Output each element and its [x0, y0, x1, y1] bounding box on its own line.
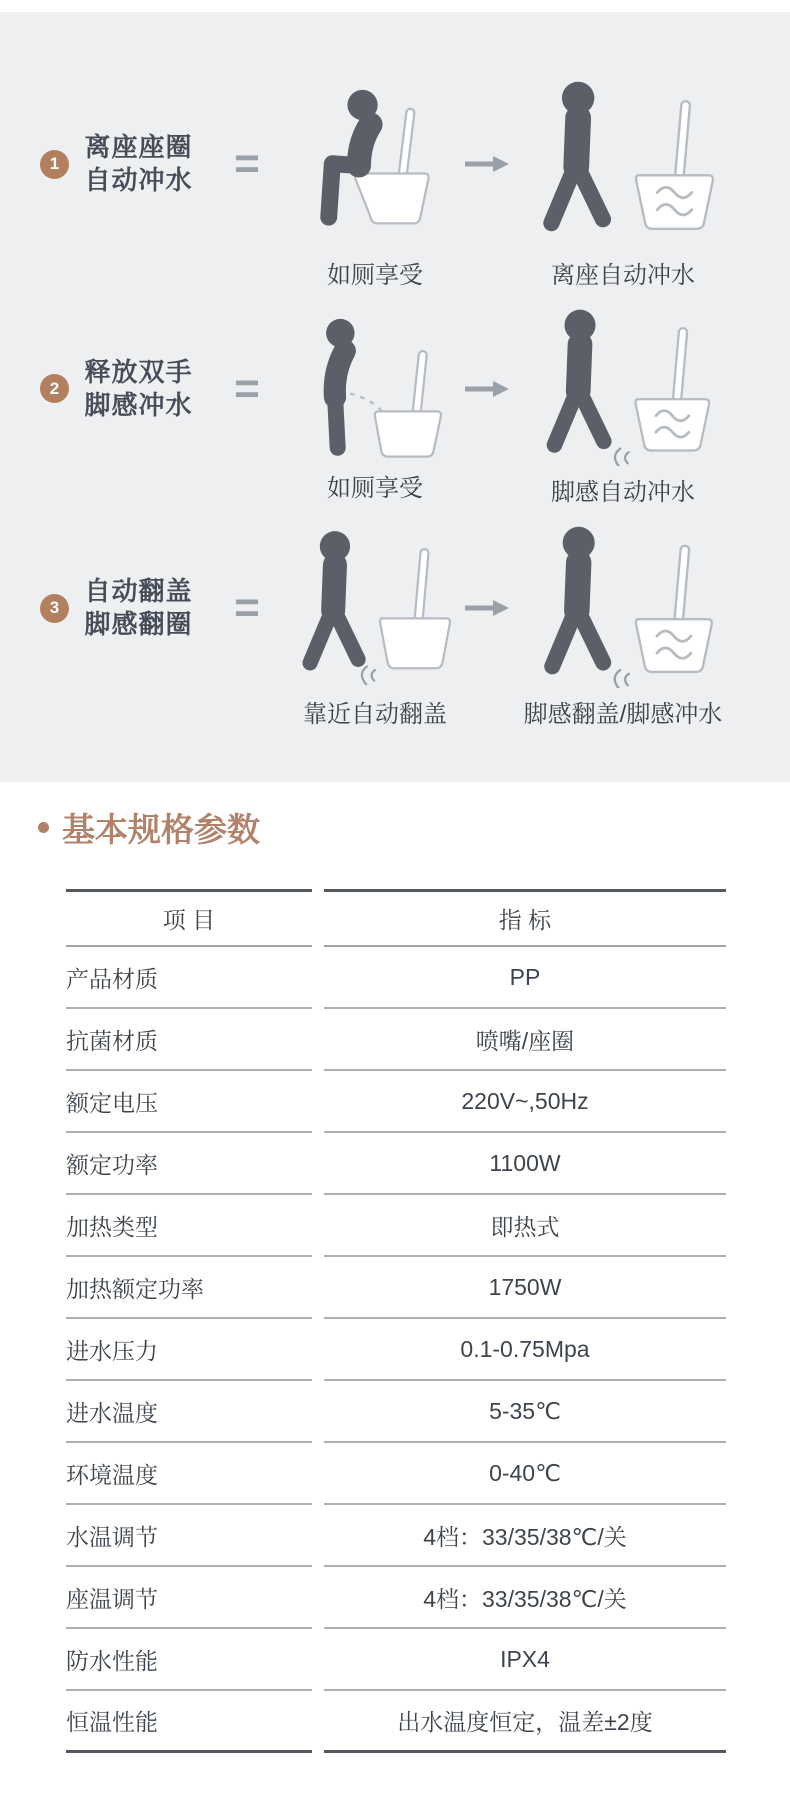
spec-value: 出水温度恒定，温差±2度 [324, 1691, 726, 1753]
spec-value: PP [324, 947, 726, 1009]
spec-label: 恒温性能 [66, 1691, 312, 1753]
bullet-dot-icon [38, 822, 49, 833]
table-row [66, 1319, 726, 1381]
spec-value: IPX4 [324, 1629, 726, 1691]
feature-number-badge: 1 [40, 150, 69, 179]
feature-number-badge: 2 [40, 374, 69, 403]
table-row [66, 1071, 726, 1133]
table-row [66, 1505, 726, 1567]
spec-label: 环境温度 [66, 1443, 312, 1505]
spec-label: 座温调节 [66, 1567, 312, 1629]
feature-title-line2: 脚感翻圈 [84, 609, 193, 639]
feature-title-line1: 释放双手 [84, 356, 193, 387]
scene-after [510, 306, 736, 507]
specs-section-title [38, 804, 790, 851]
table-row [66, 1133, 726, 1195]
spec-label: 防水性能 [66, 1629, 312, 1691]
table-row [66, 1009, 726, 1071]
spec-value: 0.1-0.75Mpa [324, 1319, 726, 1381]
table-row [66, 1629, 726, 1691]
person-approaching-toilet-lid-open-icon [286, 523, 464, 688]
spec-value: 0-40℃ [324, 1443, 726, 1505]
person-walking-toilet-flushing-icon [518, 74, 728, 249]
feature-title [69, 131, 208, 197]
scene-caption: 靠近自动翻盖 [303, 701, 447, 728]
spec-label: 额定电压 [66, 1071, 312, 1133]
scene-caption: 如厕享受 [327, 475, 423, 502]
feature-number-badge: 3 [40, 594, 69, 623]
spec-label: 加热类型 [66, 1195, 312, 1257]
specs-table-header [66, 889, 726, 947]
spec-value: 4档：33/35/38℃/关 [324, 1505, 726, 1567]
table-row [66, 947, 726, 1009]
table-row [66, 1567, 726, 1629]
feature-title-line1: 离座座圈 [84, 132, 193, 162]
scene-before [286, 310, 464, 503]
spec-label: 抗菌材质 [66, 1009, 312, 1071]
specs-section [0, 782, 790, 1753]
spec-value: 5-35℃ [324, 1381, 726, 1443]
table-row [66, 1195, 726, 1257]
feature-title-line2: 自动冲水 [84, 165, 193, 195]
person-standing-at-toilet-icon [286, 310, 464, 462]
table-row [66, 1691, 726, 1753]
spec-label: 水温调节 [66, 1505, 312, 1567]
feature-head-2 [40, 356, 208, 422]
spec-label: 进水温度 [66, 1381, 312, 1443]
feature-title-line2: 脚感冲水 [84, 389, 193, 420]
person-walking-toilet-flushing-sensor-icon [518, 523, 728, 688]
scene-caption: 脚感翻盖/脚感冲水 [523, 701, 723, 728]
spec-value: 4档：33/35/38℃/关 [324, 1567, 726, 1629]
specs-table-body [66, 947, 726, 1753]
scene-after [510, 74, 736, 290]
equals-icon: = [234, 139, 260, 188]
column-header-item: 项 目 [66, 889, 312, 947]
feature-title-line1: 自动翻盖 [84, 576, 193, 606]
scene-caption: 脚感自动冲水 [551, 479, 695, 506]
feature-head-3 [40, 575, 208, 641]
spec-value: 1750W [324, 1257, 726, 1319]
feature-row-1 [0, 74, 790, 290]
table-row [66, 1257, 726, 1319]
scene-before [286, 523, 464, 729]
specs-title-text: 基本规格参数 [62, 811, 260, 848]
table-row [66, 1381, 726, 1443]
scene-caption: 离座自动冲水 [551, 262, 695, 289]
spec-value: 1100W [324, 1133, 726, 1195]
scene-before [286, 74, 464, 290]
equals-icon: = [234, 583, 260, 632]
spec-value: 喷嘴/座圈 [324, 1009, 726, 1071]
spec-label: 额定功率 [66, 1133, 312, 1195]
feature-head-1 [40, 131, 208, 197]
feature-title [69, 575, 208, 641]
equals-icon: = [234, 363, 260, 413]
column-header-value: 指 标 [324, 889, 726, 947]
features-section [0, 12, 790, 782]
arrow-right-icon [464, 381, 510, 397]
table-row [66, 1443, 726, 1505]
person-walking-toilet-flushing-sensor-icon [518, 306, 728, 466]
spec-label: 产品材质 [66, 947, 312, 1009]
scene-caption: 如厕享受 [327, 262, 423, 289]
spec-value: 即热式 [324, 1195, 726, 1257]
spec-value: 220V~,50Hz [324, 1071, 726, 1133]
feature-row-3 [0, 523, 790, 729]
spec-label: 进水压力 [66, 1319, 312, 1381]
arrow-right-icon [464, 600, 510, 616]
feature-row-2 [0, 306, 790, 507]
arrow-right-icon [464, 156, 510, 172]
scene-after [510, 523, 736, 729]
spec-label: 加热额定功率 [66, 1257, 312, 1319]
top-margin [0, 0, 790, 12]
feature-title [69, 356, 208, 422]
person-sitting-on-toilet-icon [286, 74, 464, 249]
specs-table [66, 889, 726, 1753]
